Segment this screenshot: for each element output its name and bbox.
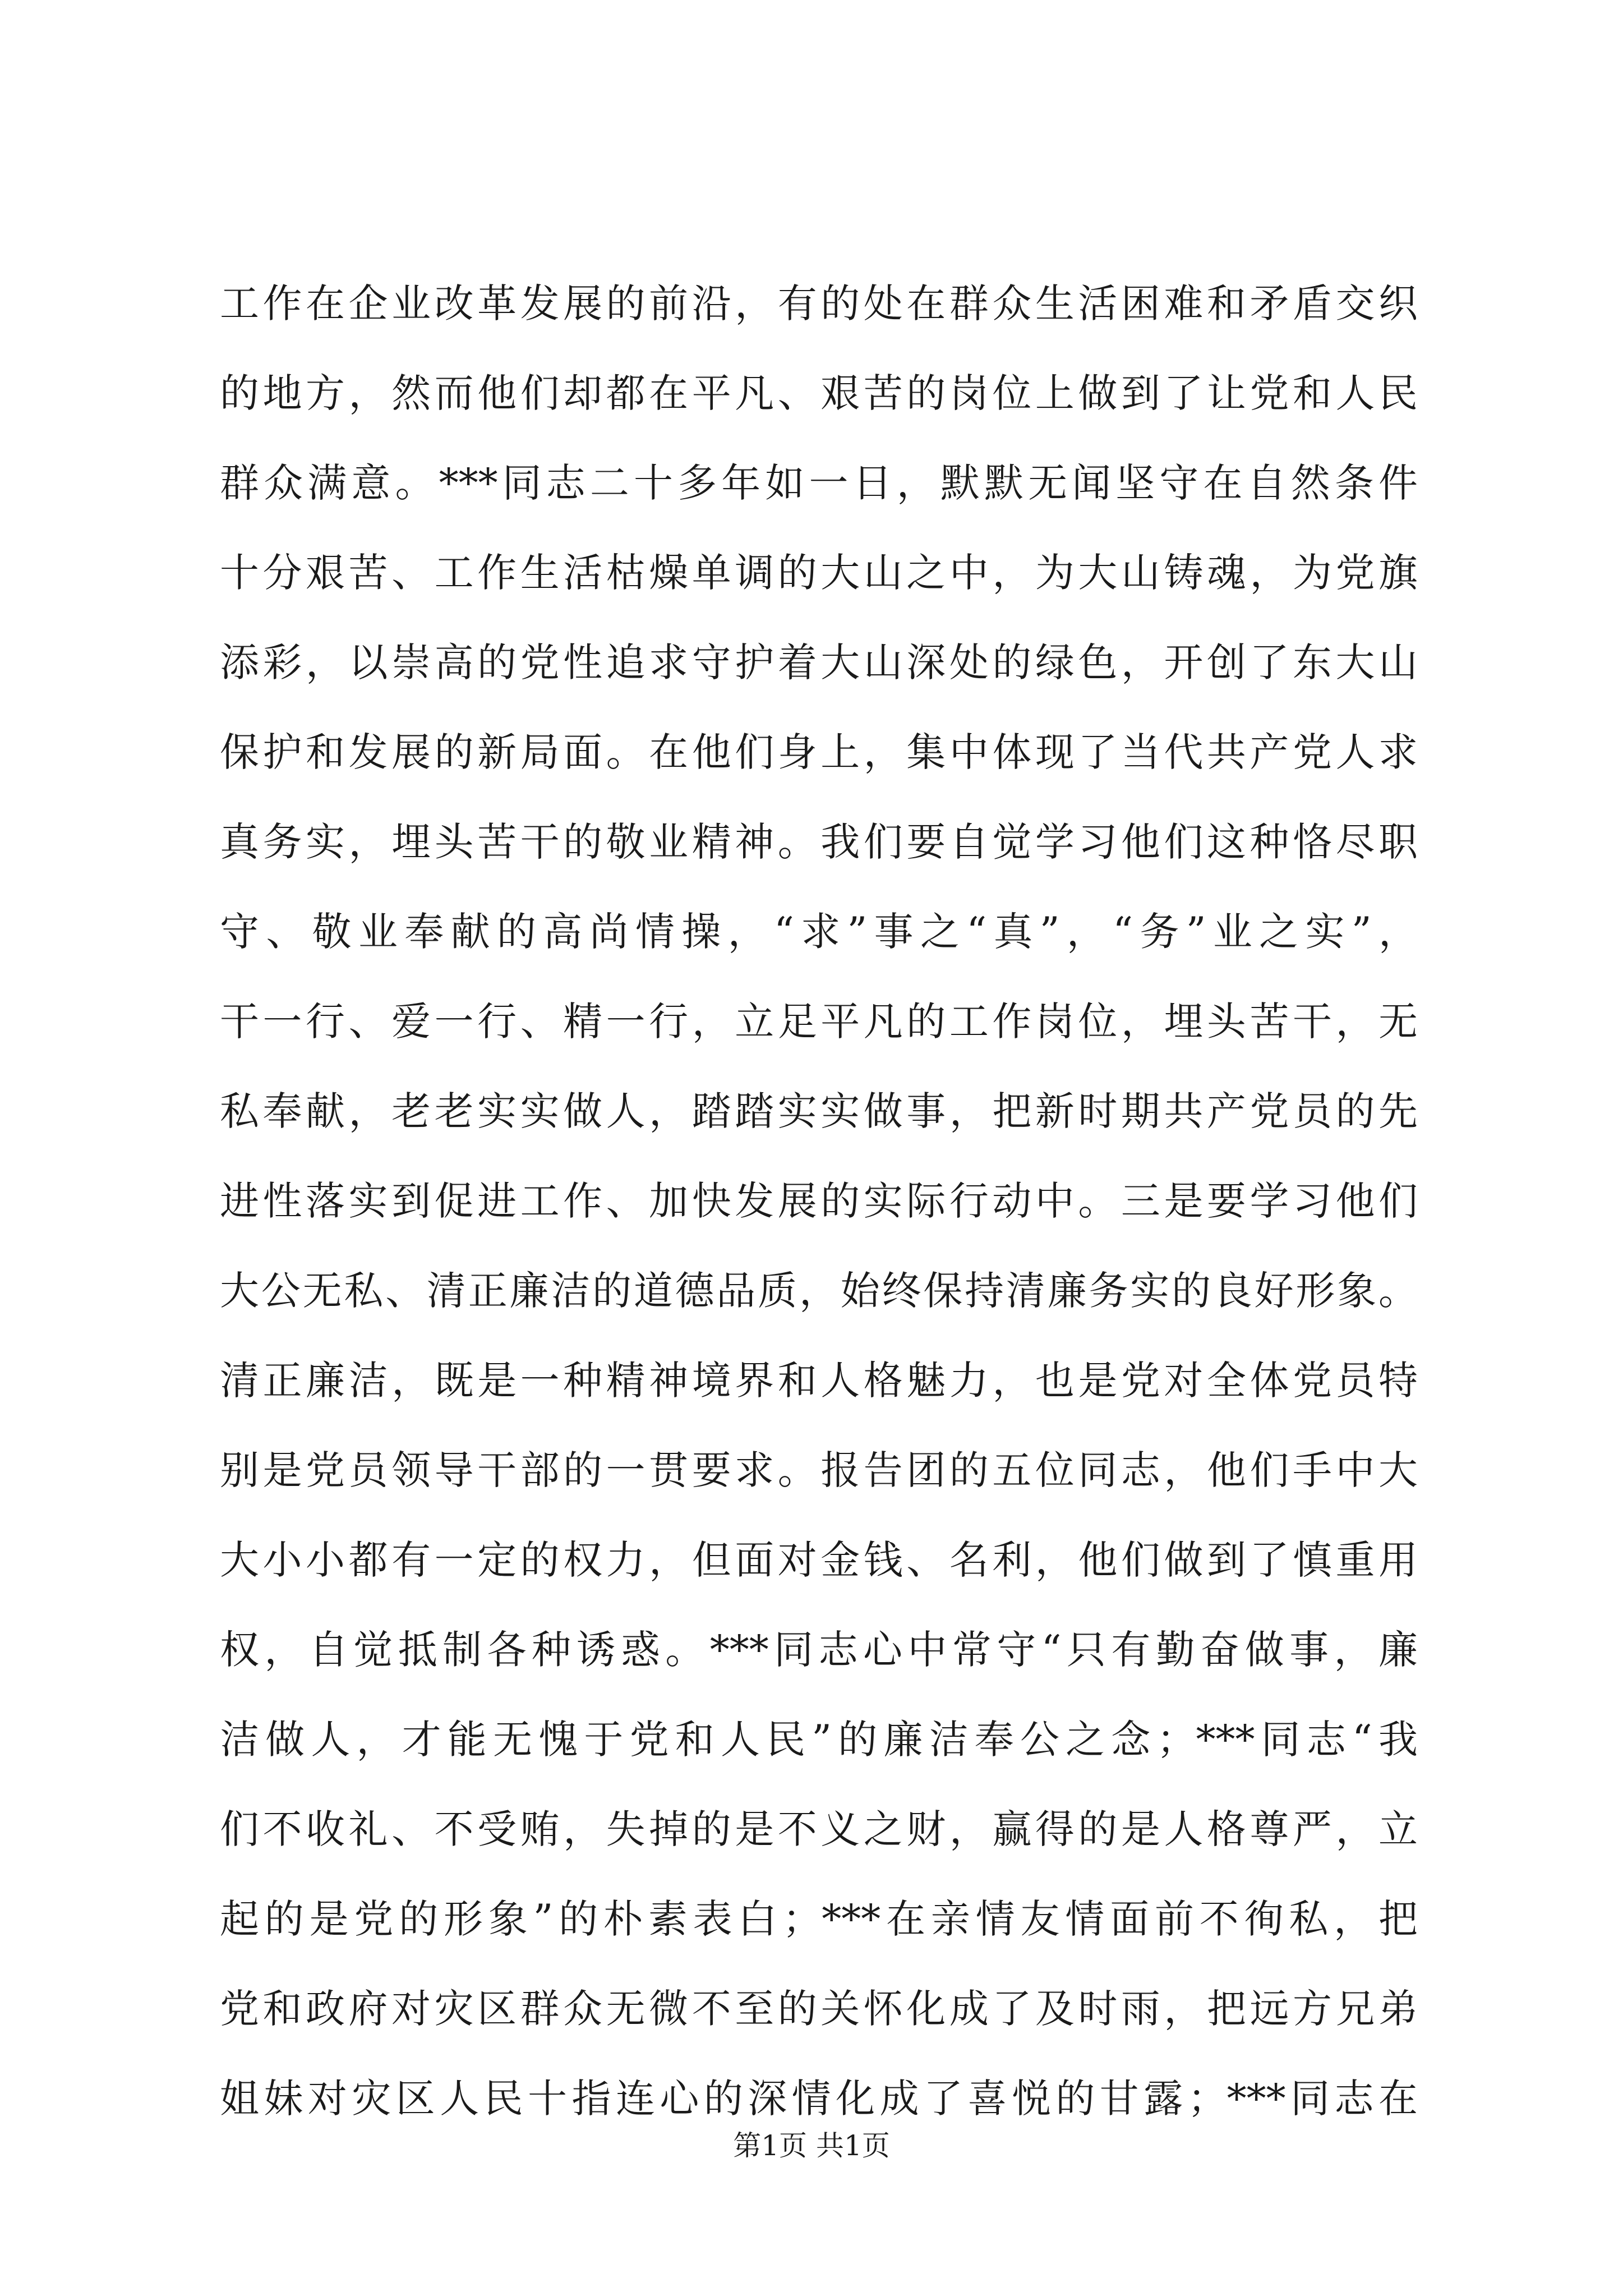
- text-line: 私奉献，老老实实做人，踏踏实实做事，把新时期共产党员的先: [220, 1088, 1418, 1134]
- text-line: 别是党员领导干部的一贯要求。报告团的五位同志，他们手中大: [220, 1447, 1418, 1493]
- page-footer: 第1页 共1页: [733, 2129, 890, 2162]
- text-line: 权，自觉抵制各种诱惑。***同志心中常守“只有勤奋做事，廉: [220, 1627, 1418, 1673]
- text-line: 守、敬业奉献的高尚情操，“求”事之“真”，“务”业之实”，: [220, 909, 1418, 955]
- text-line: 起的是党的形象”的朴素表白；***在亲情友情面前不徇私，把: [220, 1896, 1418, 1942]
- text-line: 们不收礼、不受贿，失掉的是不义之财，赢得的是人格尊严，立: [220, 1806, 1418, 1852]
- text-line: 洁做人，才能无愧于党和人民”的廉洁奉公之念；***同志“我: [220, 1717, 1418, 1763]
- text-line: 党和政府对灾区群众无微不至的关怀化成了及时雨，把远方兄弟: [220, 1986, 1418, 2032]
- text-line: 进性落实到促进工作、加快发展的实际行动中。三是要学习他们: [220, 1178, 1418, 1224]
- text-line: 真务实，埋头苦干的敬业精神。我们要自觉学习他们这种恪尽职: [220, 819, 1418, 865]
- text-line: 清正廉洁，既是一种精神境界和人格魅力，也是党对全体党员特: [220, 1358, 1418, 1404]
- text-line: 干一行、爱一行、精一行，立足平凡的工作岗位，埋头苦干，无: [220, 999, 1418, 1045]
- text-line: 工作在企业改革发展的前沿，有的处在群众生活困难和矛盾交织: [220, 280, 1418, 326]
- text-line: 大公无私、清正廉洁的道德品质，始终保持清廉务实的良好形象。: [220, 1268, 1418, 1314]
- text-line: 十分艰苦、工作生活枯燥单调的大山之中，为大山铸魂，为党旗: [220, 550, 1418, 596]
- text-line: 保护和发展的新局面。在他们身上，集中体现了当代共产党人求: [220, 729, 1418, 775]
- text-line: 大小小都有一定的权力，但面对金钱、名利，他们做到了慎重用: [220, 1537, 1418, 1583]
- text-line: 添彩，以崇高的党性追求守护着大山深处的绿色，开创了东大山: [220, 639, 1418, 685]
- text-line: 群众满意。***同志二十多年如一日，默默无闻坚守在自然条件: [220, 460, 1418, 506]
- text-line: 姐妹对灾区人民十指连心的深情化成了喜悦的甘露；***同志在: [220, 2076, 1418, 2122]
- text-line: 的地方，然而他们却都在平凡、艰苦的岗位上做到了让党和人民: [220, 370, 1418, 416]
